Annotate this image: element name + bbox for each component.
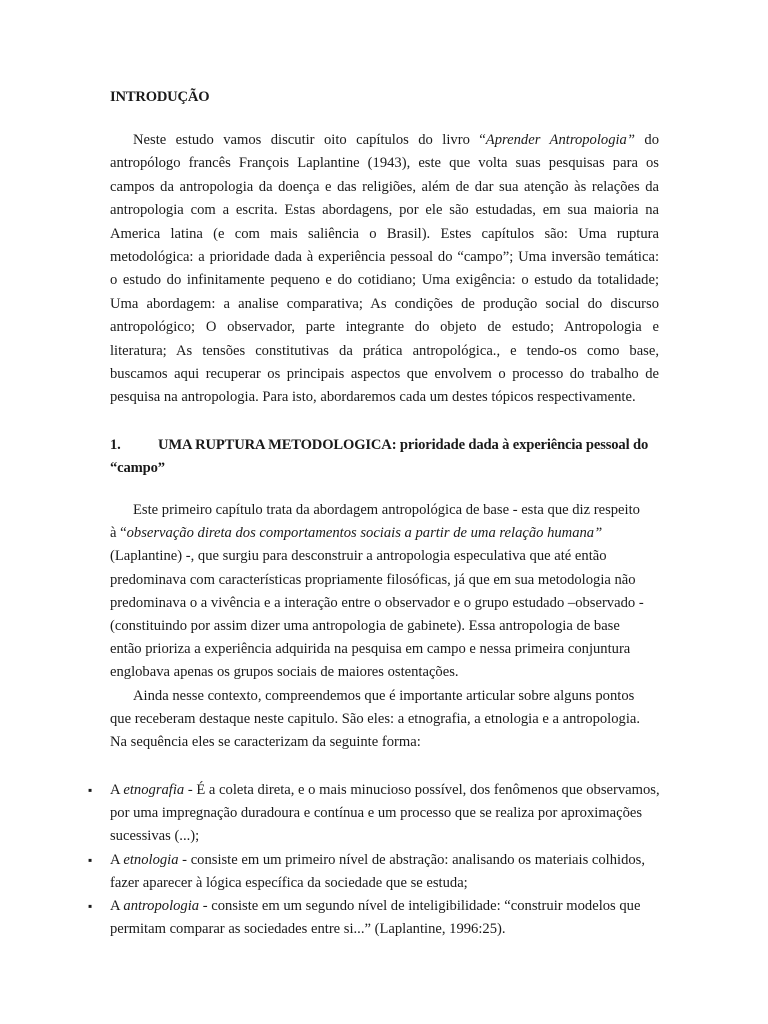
intro-line: antropólogo francês François Laplantine (1943), este que volta suas pesquisas para os — [110, 155, 659, 172]
intro-line: pesquisa na antropologia. Para isto, abordaremos cada um destes tópicos respectivamente. — [110, 389, 636, 406]
paragraph-line: à “observação direta dos comportamentos sociais a partir de uma relação humana” — [110, 525, 603, 542]
quotation: observação direta dos comportamentos sociais a partir de uma relação humana” — [126, 525, 603, 542]
section-number: 1. — [110, 437, 121, 453]
bullet-icon: ▪ — [88, 783, 93, 797]
paragraph-line: Ainda nesse contexto, compreendemos que é importante articular sobre alguns pontos — [133, 687, 635, 704]
term: antropologia — [123, 898, 200, 915]
body-paragraph — [110, 499, 660, 754]
intro-line: Uma abordagem: a analise comparativa; As condições de produção social do discurso — [110, 295, 659, 312]
paragraph-line: (Laplantine) -, que surgiu para desconstruir a antropologia especulativa que até então — [110, 548, 607, 565]
intro-line: Neste estudo vamos discutir oito capítulos do livro “Aprender Antropologia” do — [133, 132, 660, 148]
list-item — [88, 779, 668, 849]
paragraph-line: predominava o a vivência e a interação entre o observador e o grupo estudado –observado - — [110, 594, 644, 611]
intro-line: metodológica: a prioridade dada à experiência pessoal do “campo”; Uma inversão temática: — [110, 249, 659, 266]
list-item-line: sucessivas (...); — [110, 828, 200, 845]
paragraph-line: Na sequência eles se caracterizam da seguinte forma: — [110, 734, 421, 751]
paragraph-line: Este primeiro capítulo trata da abordagem antropológica de base - esta que diz respeito — [133, 502, 640, 518]
definition-list — [88, 779, 668, 941]
intro-line: literatura; As tensões constitutivas da prática antropológica., e tendo-os como base, — [110, 342, 659, 359]
list-item-line: por uma impregnação duradoura e contínua e um processo que se realiza por aproximações — [110, 805, 643, 822]
list-item-line: A antropologia - consiste em um segundo nível de inteligibilidade: “construir modelos que — [110, 898, 641, 915]
list-item-line: fazer aparecer à lógica específica da sociedade que se estuda; — [110, 874, 468, 891]
bullet-icon: ▪ — [88, 899, 93, 914]
intro-line: buscamos aqui recuperar os principais aspectos que envolvem o processo do trabalho de — [110, 366, 659, 383]
intro-line: o estudo do infinitamente pequeno e do cotidiano; Uma exigência: o estudo da totalidade; — [110, 272, 659, 289]
paragraph-line: (constituindo por assim dizer uma antropologia de gabinete). Essa antropologia de base — [110, 618, 620, 635]
list-item-line: permitam comparar as sociedades entre si...” (Laplantine, 1996:25). — [110, 921, 506, 938]
list-item-line: A etnografia - É a coleta direta, e o mais minucioso possível, dos fenômenos que observamos, — [110, 782, 660, 798]
intro-line: campos da antropologia da doença e das religiões, além de dar sua atenção às relações da — [110, 178, 659, 195]
page-heading: INTRODUÇÃO — [110, 89, 210, 105]
list-item-line: A etnologia - consiste em um primeiro nível de abstração: analisando os materiais colhidos, — [110, 851, 645, 868]
list-item — [88, 895, 668, 941]
list-item — [88, 849, 668, 895]
book-title: Aprender Antropologia” — [485, 132, 635, 148]
bullet-icon: ▪ — [88, 852, 93, 867]
intro-line: America latina (e com mais saliência o Brasil). Estes capítulos são: Uma ruptura — [110, 225, 659, 242]
section-title-cont: “campo” — [110, 460, 165, 477]
term: etnologia — [123, 851, 179, 868]
paragraph-line: predominava com características propriamente filosóficas, já que em sua metodologia não — [110, 571, 636, 588]
paragraph-line: englobava apenas os grupos sociais de maiores ostentações. — [110, 664, 459, 681]
intro-paragraph — [110, 129, 659, 410]
term: etnografia — [123, 782, 185, 798]
paragraph-line: então prioriza a experiência adquirida na pesquisa em campo e nessa primeira conjuntura — [110, 641, 631, 658]
section-title: UMA RUPTURA METODOLOGICA: prioridade dada à experiência pessoal do — [158, 437, 649, 453]
intro-line: antropológico; O observador, parte integrante do objeto de estudo; Antropologia e — [110, 319, 659, 336]
section-heading — [110, 434, 670, 481]
paragraph-line: que receberam destaque neste capitulo. São eles: a etnografia, a etnologia e a antropologia. — [110, 710, 641, 727]
intro-line: antropologia com a escrita. Estas abordagens, por ele são estudadas, em sua maioria na — [110, 202, 659, 219]
